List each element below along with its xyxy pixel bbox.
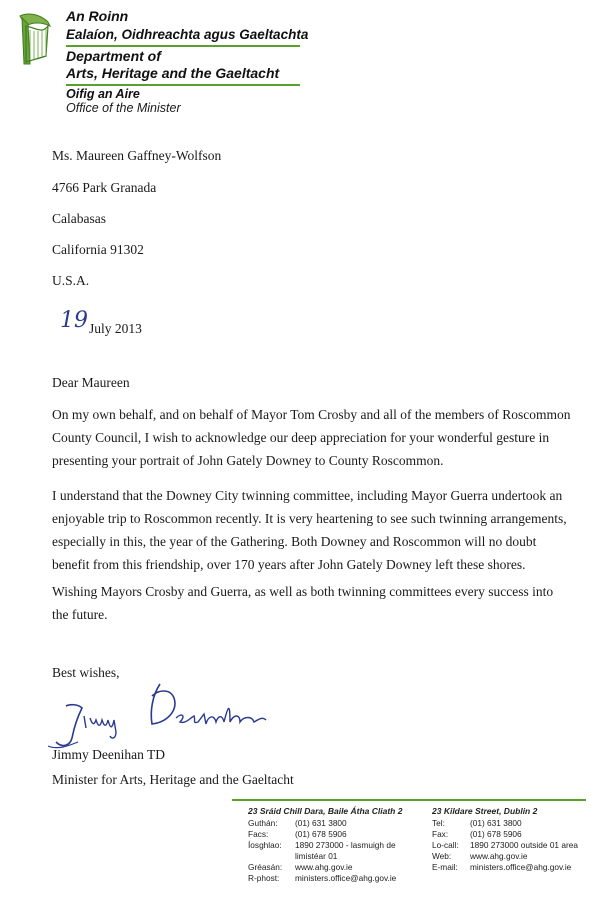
header-divider-bottom bbox=[66, 84, 300, 86]
footer-irish-contacts: Guthán: (01) 631 3800 Facs: (01) 678 5906 Íosghlao: 1890 273000 - lasmuigh de limistéar 01 Gréasán: www.ahg.gov.ie R-phost: ministers.office@ahg.gov.ie bbox=[248, 818, 397, 883]
date-month-year: July 2013 bbox=[89, 321, 142, 336]
salutation: Dear Maureen bbox=[52, 375, 130, 390]
footer-divider bbox=[232, 799, 586, 801]
closing: Best wishes, bbox=[52, 665, 120, 680]
office-name-english: Office of the Minister bbox=[66, 101, 181, 115]
dept-name-irish-line1: An Roinn bbox=[66, 8, 129, 24]
date-handwritten-day: 19 bbox=[60, 308, 88, 333]
recipient-city: Calabasas bbox=[52, 211, 106, 226]
recipient-street: 4766 Park Granada bbox=[52, 180, 157, 195]
dept-name-english-line2: Arts, Heritage and the Gaeltacht bbox=[66, 65, 280, 81]
paragraph-3: Wishing Mayors Crosby and Guerra, as well as both twinning committees every success into the future. bbox=[52, 584, 554, 622]
signatory-name: Jimmy Deenihan TD bbox=[52, 747, 165, 762]
recipient-state-zip: California 91302 bbox=[52, 242, 144, 257]
dept-name-english-line1: Department of bbox=[66, 48, 161, 64]
paragraph-1: On my own behalf, and on behalf of Mayor Tom Crosby and all of the members of Roscommon County Council, I wish to acknowledge our deep appreciation for your wonderful gesture in presenting your portrait of John Gately Downey to County Roscommon. bbox=[52, 407, 571, 468]
footer-english-contacts: Tel: (01) 631 3800 Fax: (01) 678 5906 Lo-call: 1890 273000 outside 01 area Web: www.ahg.gov.ie E-mail: ministers.office@ahg.gov.ie bbox=[432, 818, 578, 872]
paragraph-2: I understand that the Downey City twinning committee, including Mayor Guerra undertook an enjoyable trip to Roscommon recently. It is very heartening to see such twinning arrangements, especially in this, the year of the Gathering. Both Downey and Roscommon will no doubt benefit from this friendship, over 170 years after John Gately Downey left these shores. bbox=[52, 488, 567, 572]
signatory-title: Minister for Arts, Heritage and the Gaeltacht bbox=[52, 772, 294, 787]
harp-emblem-icon bbox=[10, 10, 56, 70]
signature bbox=[48, 676, 288, 756]
header-divider-top bbox=[66, 45, 300, 47]
footer-irish-address: 23 Sráid Chill Dara, Baile Átha Cliath 2 bbox=[248, 806, 403, 816]
dept-name-irish-line2: Ealaíon, Oidhreachta agus Gaeltachta bbox=[66, 27, 309, 42]
office-name-irish: Oifig an Aire bbox=[66, 87, 140, 101]
recipient-country: U.S.A. bbox=[52, 273, 90, 288]
footer-english-address: 23 Kildare Street, Dublin 2 bbox=[432, 806, 538, 816]
recipient-name: Ms. Maureen Gaffney-Wolfson bbox=[52, 148, 222, 163]
